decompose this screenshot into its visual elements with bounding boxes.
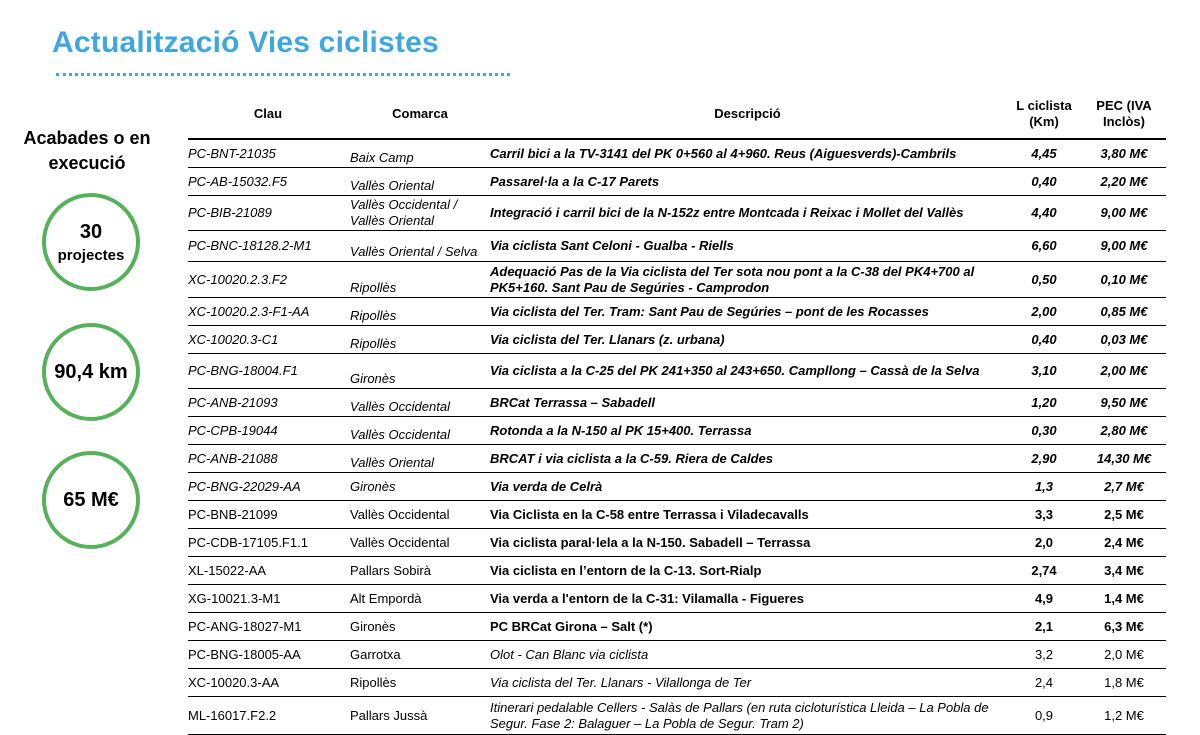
table-row bbox=[188, 262, 1166, 298]
cell-pec: 2,80 M€ bbox=[1100, 422, 1148, 438]
cell-pec: 2,5 M€ bbox=[1104, 506, 1144, 522]
cell-descripcio: Integració i carril bici de la N-152z entre Montcada i Reixac i Mollet del Vallès bbox=[490, 205, 964, 220]
cell-longitud: 0,50 bbox=[1031, 271, 1057, 287]
cell-longitud: 2,4 bbox=[1034, 674, 1054, 690]
cell-descripcio: Adequació Pas de la Via ciclista del Ter sota nou pont a la C-38 del PK4+700 al PK5+160. Sant Pau de Segúries - Camprodon bbox=[490, 263, 975, 295]
cell-comarca: Alt Empordà bbox=[350, 590, 422, 606]
budget-badge bbox=[42, 451, 140, 549]
cell-clau: PC-BNT-21035 bbox=[188, 145, 276, 161]
cell-longitud: 3,10 bbox=[1031, 363, 1057, 378]
cell-descripcio: Olot - Can Blanc via ciclista bbox=[490, 646, 649, 662]
cell-longitud: 0,40 bbox=[1031, 331, 1057, 347]
cell-descripcio: Itinerari pedalable Cellers - Salàs de Pallars (en ruta cicloturística Lleida – La Pobla de Segur. Fase 2: Balaguer – La Pobla de Segur. Tram 2) bbox=[490, 699, 989, 731]
cell-descripcio: Passarel·la a la C-17 Parets bbox=[490, 173, 660, 189]
cell-pec: 0,10 M€ bbox=[1100, 271, 1148, 287]
table-row bbox=[188, 298, 1166, 326]
cell-comarca: Vallès Oriental bbox=[350, 455, 435, 470]
cell-comarca: Vallès Oriental bbox=[350, 178, 435, 193]
cell-comarca: Vallès Occidental bbox=[350, 427, 450, 442]
cell-clau: XC-10020.3-C1 bbox=[188, 331, 279, 347]
cell-pec: 3,80 M€ bbox=[1100, 145, 1148, 161]
table-row bbox=[188, 168, 1166, 196]
cell-descripcio: Via Ciclista en la C-58 entre Terrassa i Viladecavalls bbox=[490, 506, 809, 522]
header-descripcio: Descripció bbox=[714, 106, 781, 121]
cell-longitud: 4,40 bbox=[1031, 205, 1057, 220]
cell-pec: 14,30 M€ bbox=[1096, 450, 1152, 466]
cell-comarca: Vallès Occidental bbox=[350, 399, 450, 414]
cell-descripcio: Via verda a l'entorn de la C-31: Vilamalla - Figueres bbox=[490, 590, 805, 606]
table-row bbox=[188, 529, 1166, 557]
table-row bbox=[188, 613, 1166, 641]
cell-clau: PC-CDB-17105.F1.1 bbox=[188, 534, 308, 550]
table-row bbox=[188, 697, 1166, 735]
cell-pec: 2,20 M€ bbox=[1100, 173, 1148, 189]
cell-longitud: 1,20 bbox=[1031, 394, 1057, 410]
cell-longitud: 3,2 bbox=[1034, 646, 1054, 662]
cell-pec: 3,4 M€ bbox=[1104, 562, 1144, 578]
total-budget: 65 M€ bbox=[63, 488, 119, 511]
cell-pec: 2,0 M€ bbox=[1104, 646, 1144, 662]
table-row bbox=[188, 196, 1166, 231]
cell-clau: PC-CPB-19044 bbox=[188, 422, 278, 438]
cell-longitud: 2,74 bbox=[1031, 562, 1057, 578]
cell-descripcio: Via verda de Celrà bbox=[490, 478, 603, 494]
header-pec: PEC (IVA Inclòs) bbox=[1096, 98, 1152, 129]
cell-pec: 1,4 M€ bbox=[1104, 590, 1144, 606]
cell-pec: 0,85 M€ bbox=[1100, 303, 1148, 319]
page-title: Actualització Vies ciclistes bbox=[52, 26, 439, 59]
cell-pec: 0,03 M€ bbox=[1100, 331, 1148, 347]
cell-comarca: Gironès bbox=[350, 371, 396, 386]
cell-longitud: 4,9 bbox=[1034, 590, 1054, 606]
table-row bbox=[188, 354, 1166, 389]
cell-clau: PC-BNC-18128.2-M1 bbox=[188, 238, 312, 253]
cell-clau: PC-ANB-21093 bbox=[188, 394, 278, 410]
cell-clau: PC-ANB-21088 bbox=[188, 450, 278, 466]
cell-clau: XC-10020.3-AA bbox=[188, 674, 280, 690]
table-row bbox=[188, 585, 1166, 613]
table-row bbox=[188, 445, 1166, 473]
cell-clau: XL-15022-AA bbox=[188, 562, 267, 578]
cell-clau: PC-BIB-21089 bbox=[188, 205, 272, 220]
cell-descripcio: PC BRCat Girona – Salt (*) bbox=[490, 618, 653, 634]
cell-comarca: Vallès Oriental / Selva bbox=[350, 244, 478, 259]
projects-table bbox=[188, 138, 1166, 735]
cell-comarca: Gironès bbox=[350, 478, 396, 494]
cell-descripcio: BRCAT i via ciclista a la C-59. Riera de Caldes bbox=[490, 450, 773, 466]
cell-descripcio: Via ciclista paral·lela a la N-150. Sabadell – Terrassa bbox=[490, 534, 811, 550]
table-row bbox=[188, 641, 1166, 669]
projects-count: 30 bbox=[79, 220, 103, 243]
table-row bbox=[188, 501, 1166, 529]
cell-pec: 1,2 M€ bbox=[1104, 707, 1144, 723]
table-row bbox=[188, 417, 1166, 445]
cell-clau: XG-10021.3-M1 bbox=[188, 590, 281, 606]
cell-pec: 9,00 M€ bbox=[1100, 205, 1148, 220]
cell-pec: 9,50 M€ bbox=[1100, 394, 1148, 410]
cell-descripcio: Via ciclista en l’entorn de la C-13. Sort-Rialp bbox=[490, 562, 762, 578]
cell-descripcio: Via ciclista del Ter. Tram: Sant Pau de Segúries – pont de les Rocasses bbox=[490, 303, 929, 319]
cell-longitud: 0,40 bbox=[1031, 173, 1057, 189]
cell-pec: 6,3 M€ bbox=[1104, 618, 1144, 634]
cell-comarca: Pallars Sobirà bbox=[350, 562, 431, 578]
cell-clau: ML-16017.F2.2 bbox=[188, 707, 277, 723]
cell-longitud: 4,45 bbox=[1031, 145, 1057, 161]
cell-longitud: 1,3 bbox=[1034, 478, 1054, 494]
cell-clau: XC-10020.2.3.F2 bbox=[188, 271, 288, 287]
cell-clau: PC-BNB-21099 bbox=[188, 506, 278, 522]
cell-clau: PC-ANG-18027-M1 bbox=[188, 618, 302, 634]
cell-longitud: 2,1 bbox=[1034, 618, 1054, 634]
cell-comarca: Vallès Occidental bbox=[350, 506, 450, 522]
summary-label: Acabades o en execució bbox=[23, 128, 151, 173]
header-comarca: Comarca bbox=[392, 106, 448, 121]
cell-descripcio: Rotonda a la N-150 al PK 15+400. Terrassa bbox=[490, 422, 752, 438]
cell-clau: PC-BNG-18004.F1 bbox=[188, 363, 298, 378]
cell-longitud: 2,00 bbox=[1031, 303, 1057, 319]
table-row bbox=[188, 473, 1166, 501]
cell-comarca: Gironès bbox=[350, 618, 396, 634]
cell-longitud: 3,3 bbox=[1034, 506, 1054, 522]
cell-descripcio: Via ciclista del Ter. Llanars - Vilallonga de Ter bbox=[490, 674, 752, 690]
table-row bbox=[188, 140, 1166, 168]
table-row bbox=[188, 669, 1166, 697]
cell-longitud: 0,30 bbox=[1031, 422, 1057, 438]
cell-clau: PC-BNG-18005-AA bbox=[188, 646, 301, 662]
cell-comarca: Vallès Occidental / Vallès Oriental bbox=[350, 196, 458, 228]
cell-descripcio: BRCat Terrassa – Sabadell bbox=[490, 394, 655, 410]
cell-pec: 2,7 M€ bbox=[1104, 478, 1144, 494]
table-row bbox=[188, 231, 1166, 262]
cell-descripcio: Carril bici a la TV-3141 del PK 0+560 al 4+960. Reus (Aiguesverds)-Cambrils bbox=[490, 145, 957, 161]
cell-comarca: Baix Camp bbox=[350, 150, 414, 165]
cell-pec: 1,8 M€ bbox=[1104, 674, 1144, 690]
cell-comarca: Ripollès bbox=[350, 674, 397, 690]
cell-descripcio: Via ciclista del Ter. Llanars (z. urbana) bbox=[490, 331, 725, 347]
cell-clau: PC-BNG-22029-AA bbox=[188, 478, 301, 494]
cell-clau: PC-AB-15032.F5 bbox=[188, 173, 287, 189]
cell-pec: 2,4 M€ bbox=[1104, 534, 1144, 550]
length-badge bbox=[42, 323, 140, 421]
cell-descripcio: Via ciclista a la C-25 del PK 241+350 al 243+650. Campllong – Cassà de la Selva bbox=[490, 363, 980, 378]
cell-comarca: Ripollès bbox=[350, 280, 397, 295]
table-row bbox=[188, 557, 1166, 585]
cell-longitud: 6,60 bbox=[1031, 238, 1057, 253]
cell-comarca: Garrotxa bbox=[350, 646, 401, 662]
projects-label: projectes bbox=[57, 246, 125, 264]
cell-longitud: 2,0 bbox=[1034, 534, 1054, 550]
cell-longitud: 0,9 bbox=[1034, 707, 1054, 723]
cell-pec: 2,00 M€ bbox=[1100, 363, 1148, 378]
title-divider bbox=[56, 73, 510, 76]
cell-comarca: Ripollès bbox=[350, 308, 397, 323]
table-row bbox=[188, 326, 1166, 354]
cell-comarca: Vallès Occidental bbox=[350, 534, 450, 550]
header-clau: Clau bbox=[253, 106, 283, 121]
cell-descripcio: Via ciclista Sant Celoni - Gualba - Riells bbox=[490, 238, 734, 253]
projects-count-badge bbox=[42, 193, 140, 291]
cell-pec: 9,00 M€ bbox=[1100, 238, 1148, 253]
cell-comarca: Ripollès bbox=[350, 336, 397, 351]
cell-clau: XC-10020.2.3-F1-AA bbox=[188, 303, 310, 319]
cell-comarca: Pallars Jussà bbox=[350, 707, 428, 723]
total-length: 90,4 km bbox=[54, 360, 128, 383]
table-row bbox=[188, 389, 1166, 417]
cell-longitud: 2,90 bbox=[1031, 450, 1057, 466]
header-longitud: L ciclista (Km) bbox=[1016, 98, 1072, 129]
